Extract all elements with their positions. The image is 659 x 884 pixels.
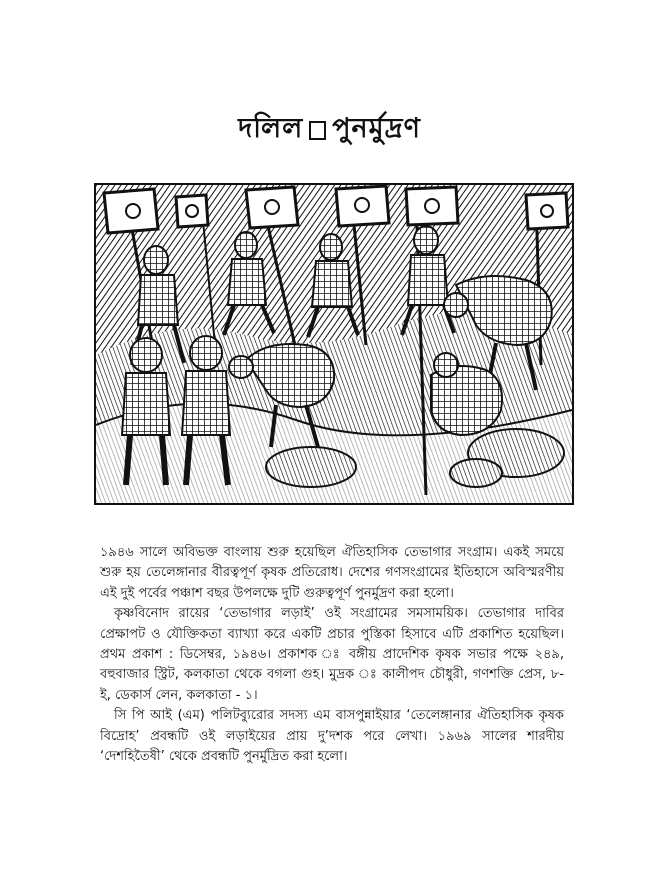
body-text: [100, 543, 564, 767]
paragraph: ১৯৪৬ সালে অবিভক্ত বাংলায় শুরু হয়েছিল ঐতিহাসিক তেভাগার সংগ্রাম। একই সময়ে শুরু হয় তেলেঙ্গানার বীরত্বপূর্ণ কৃষক প্রতিরোধ। দেশের গণসংগ্রামের ইতিহাসে অবিস্মরণীয় এই দুই পর্বের পঞ্চাশ বছর উপলক্ষে দুটি গুরুত্বপূর্ণ পুনর্মুদ্রণ করা হলো।: [100, 545, 564, 601]
title-right: পুনর্মুদ্রণ: [332, 113, 421, 144]
woodcut-illustration: [94, 183, 574, 505]
paragraph: কৃষ্ণবিনোদ রায়ের ‘তেভাগার লড়াই’ ওই সংগ্রামের সমসাময়িক। তেভাগার দাবির প্রেক্ষাপট ও যৌক্তিকতা ব্যাখ্যা করে একটি প্রচার পুস্তিকা হিসাবে এটি প্রকাশিত হয়েছিল। প্রথম প্রকাশ : ডিসেম্বর, ১৯৪৬। প্রকাশক ঃ বঙ্গীয় প্রাদেশিক কৃষক সভার পক্ষে ২৪৯, বহুবাজার স্ট্রিট, কলকাতা থেকে বগলা গুহ। মুদ্রক ঃ কালীপদ চৌধুরী, গণশক্তি প্রেস, ৮-ই, ডেকার্স লেন, কলকাতা - ১।: [100, 606, 564, 703]
title-left: দলিল: [238, 113, 304, 144]
paragraph: সি পি আই (এম) পলিটব্যুরোর সদস্য এম বাসপুন্নাইয়ার ‘তেলেঙ্গানার ঐতিহাসিক কৃষক বিদ্রোহ’ প্রবন্ধটি ওই লড়াইয়ের প্রায় দু’দশক পরে লেখা। ১৯৬৯ সালের শারদীয় ‘দেশহিতৈষী’ থেকে প্রবন্ধটি পুনর্মুদ্রিত করা হলো।: [100, 708, 564, 765]
square-box-icon: [309, 121, 326, 140]
page-title: [0, 108, 659, 153]
